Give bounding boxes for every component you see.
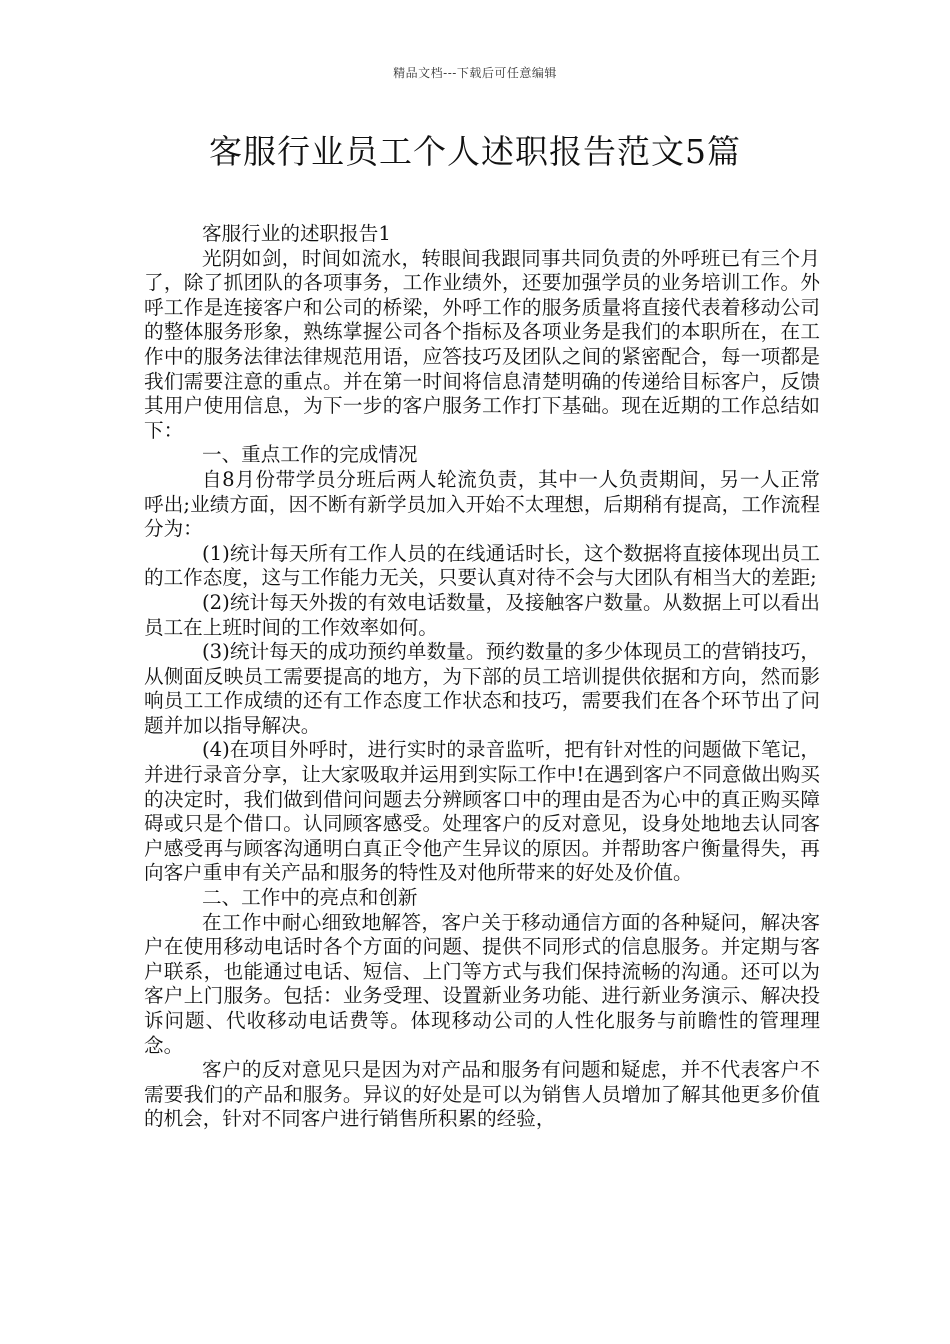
section-heading: 客服行业的述职报告1 — [202, 222, 391, 245]
section-heading: 二、工作中的亮点和创新 — [202, 886, 418, 910]
document-title: 客服行业员工个人述职报告范文5篇 — [209, 132, 741, 171]
list-item: (4)在项目外呼时，进行实时的录音监听，把有针对性的问题做下笔记，并进行录音分享，让大家吸取并运用到实际工作中!在遇到客户不同意做出购买的决定时，我们做到借问问题去分辨顾客口中的理由是否为心中的真正购买障碍或只是个借口。认同顾客感受。处理客户的反对意见，设身处地地去认同客户感受再与顾客沟通明白真正令他产生异议的原因。并帮助客户衡量得失，再向客户重申有关产品和服务的特性及对他所带来的好处及价值。 — [144, 738, 820, 885]
body-paragraph: 自8月份带学员分班后两人轮流负责，其中一人负责期间，另一人正常呼出;业绩方面，因不断有新学员加入开始不太理想，后期稍有提高，工作流程分为： — [144, 467, 820, 541]
list-item: (1)统计每天所有工作人员的在线通话时长，这个数据将直接体现出员工的工作态度，这与工作能力无关，只要认真对待不会与大团队有相当大的差距; — [144, 541, 820, 590]
document-body — [144, 222, 820, 1132]
body-paragraph: 光阴如剑，时间如流水，转眼间我跟同事共同负责的外呼班已有三个月了，除了抓团队的各项事务，工作业绩外，还要加强学员的业务培训工作。外呼工作是连接客户和公司的桥梁，外呼工作的服务质量将直接代表着移动公司的整体服务形象，熟练掌握公司各个指标及各项业务是我们的本职所在，在工作中的服务法律法律规范用语，应答技巧及团队之间的紧密配合，每一项都是我们需要注意的重点。并在第一时间将信息清楚明确的传递给目标客户，反馈其用户使用信息，为下一步的客户服务工作打下基础。现在近期的工作总结如下： — [144, 246, 820, 442]
section-heading: 一、重点工作的完成情况 — [202, 443, 418, 467]
header-note: 精品文档---下载后可任意编辑 — [393, 66, 557, 80]
body-paragraph: 在工作中耐心细致地解答，客户关于移动通信方面的各种疑问，解决客户在使用移动电话时各个方面的问题、提供不同形式的信息服务。并定期与客户联系，也能通过电话、短信、上门等方式与我们保持流畅的沟通。还可以为客户上门服务。包括：业务受理、设置新业务功能、进行新业务演示、解决投诉问题、代收移动电话费等。体现移动公司的人性化服务与前瞻性的管理理念。 — [144, 910, 820, 1057]
body-paragraph: 客户的反对意见只是因为对产品和服务有问题和疑虑，并不代表客户不需要我们的产品和服务。异议的好处是可以为销售人员增加了解其他更多价值的机会，针对不同客户进行销售所积累的经验， — [144, 1058, 820, 1131]
list-item: (2)统计每天外拨的有效电话数量，及接触客户数量。从数据上可以看出员工在上班时间的工作效率如何。 — [144, 590, 820, 639]
list-item: (3)统计每天的成功预约单数量。预约数量的多少体现员工的营销技巧，从侧面反映员工需要提高的地方，为下部的员工培训提供依据和方向，然而影响员工工作成绩的还有工作态度工作状态和技巧，需要我们在各个环节出了问题并加以指导解决。 — [144, 640, 820, 737]
